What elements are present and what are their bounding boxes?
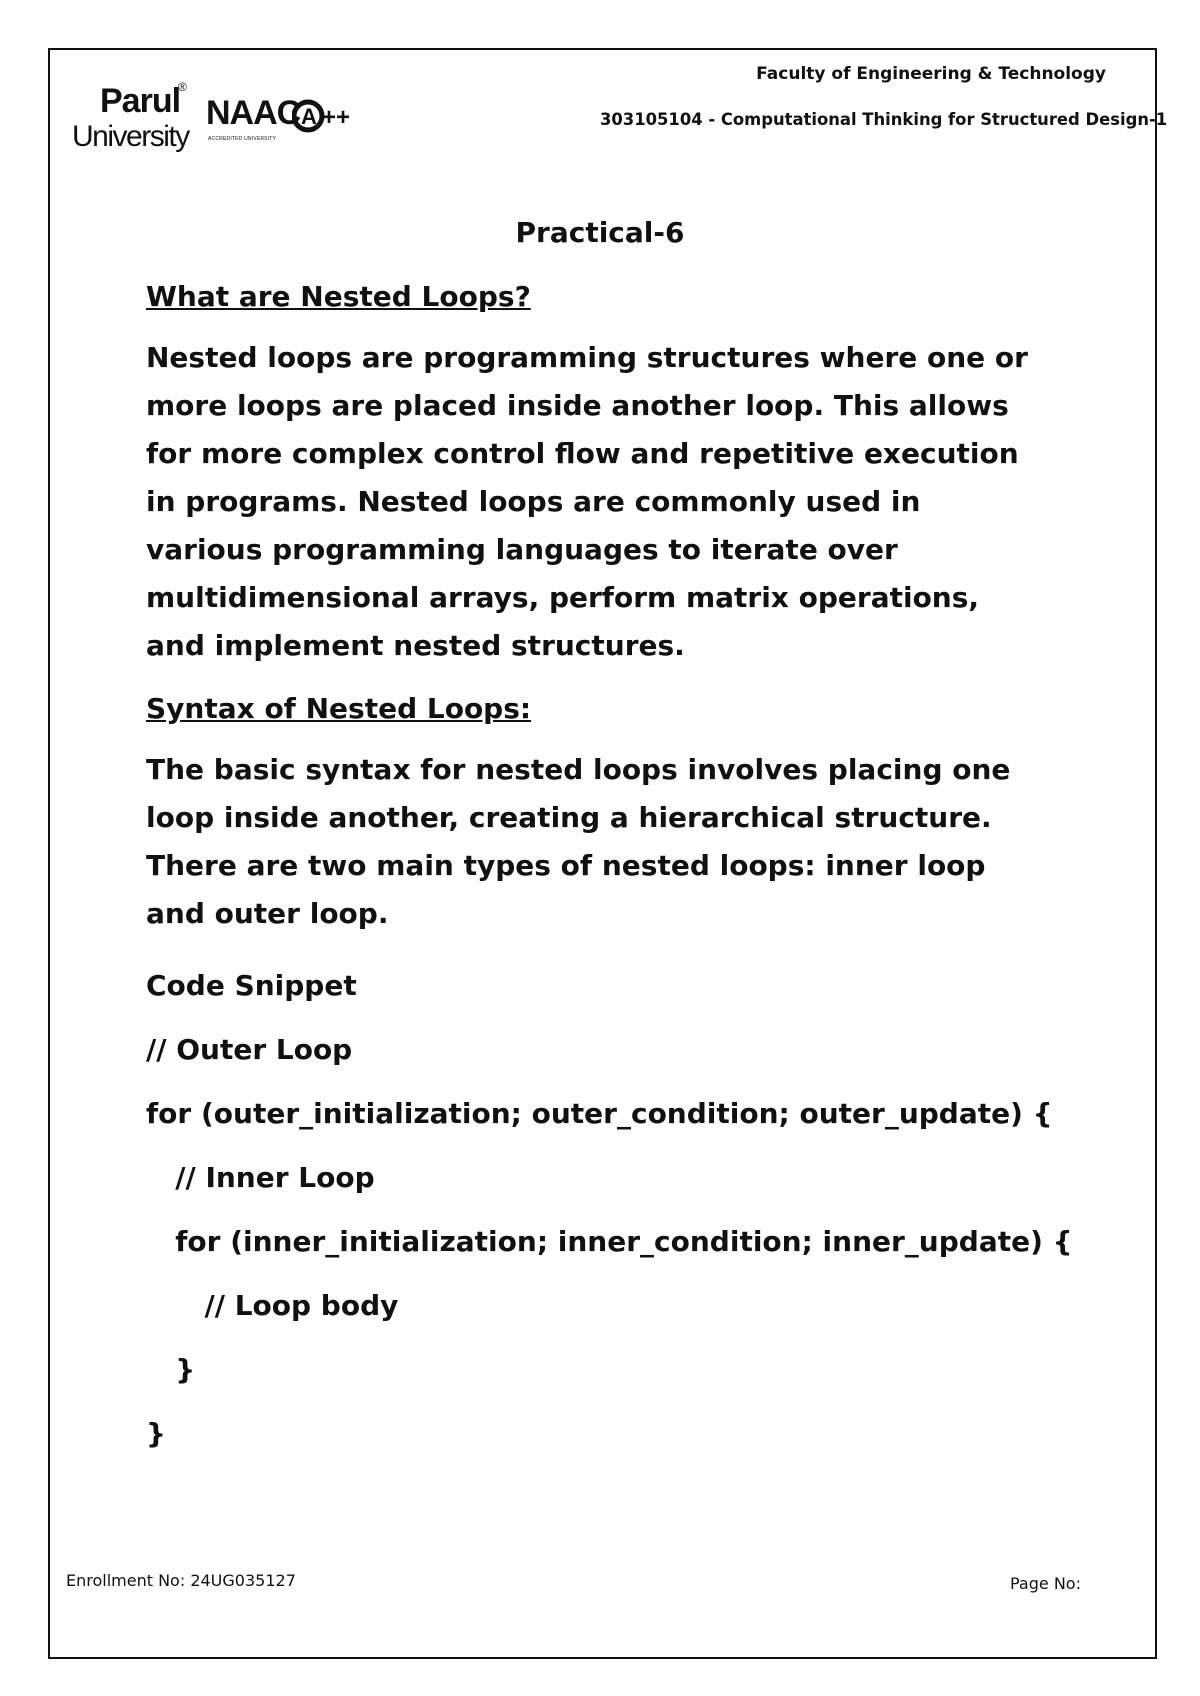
logo-parul-text: Parul	[100, 82, 181, 120]
naac-subtitle: ACCREDITED UNIVERSITY	[208, 136, 277, 142]
svg-text:++: ++	[322, 104, 351, 131]
naac-grade-icon	[292, 94, 352, 138]
document-body	[146, 276, 1073, 1466]
naac-logo-text: NAAC	[206, 94, 301, 132]
page-number-label: Page No:	[1010, 1574, 1081, 1593]
university-logo	[70, 76, 356, 174]
svg-text:A: A	[301, 104, 317, 129]
code-line: }	[146, 1417, 166, 1450]
course-name: 303105104 - Computational Thinking for Structured Design-1	[600, 110, 1168, 129]
logo-university-text: University	[72, 120, 189, 153]
code-line: }	[146, 1353, 196, 1386]
faculty-name: Faculty of Engineering & Technology	[756, 64, 1106, 84]
code-line: for (inner_initialization; inner_condition; inner_update) {	[146, 1225, 1073, 1258]
enrollment-number: Enrollment No: 24UG035127	[66, 1571, 296, 1590]
page-title: Practical-6	[515, 216, 685, 249]
code-line: // Loop body	[146, 1289, 399, 1322]
code-line: for (outer_initialization; outer_condition; outer_update) {	[146, 1097, 1053, 1130]
logo-registered-mark: ®	[178, 80, 187, 94]
code-snippet-label: Code Snippet	[146, 969, 357, 1002]
paragraph-syntax: The basic syntax for nested loops involves placing one loop inside another, creating a hierarchical structure. There are two main types of nested loops: inner loop and outer loop.	[146, 753, 1011, 930]
paragraph-nested-loops: Nested loops are programming structures where one or more loops are placed inside another loop. This allows for more complex control flow and repetitive execution in programs. Nested loops are commonly used in various programming languages to iterate over multidimensional arrays, perform matrix operations, and implement nested structures.	[146, 341, 1028, 662]
section-heading-syntax: Syntax of Nested Loops:	[146, 692, 532, 725]
section-heading-nested-loops: What are Nested Loops?	[146, 280, 531, 313]
code-line: // Inner Loop	[146, 1161, 375, 1194]
code-line: // Outer Loop	[146, 1033, 353, 1066]
